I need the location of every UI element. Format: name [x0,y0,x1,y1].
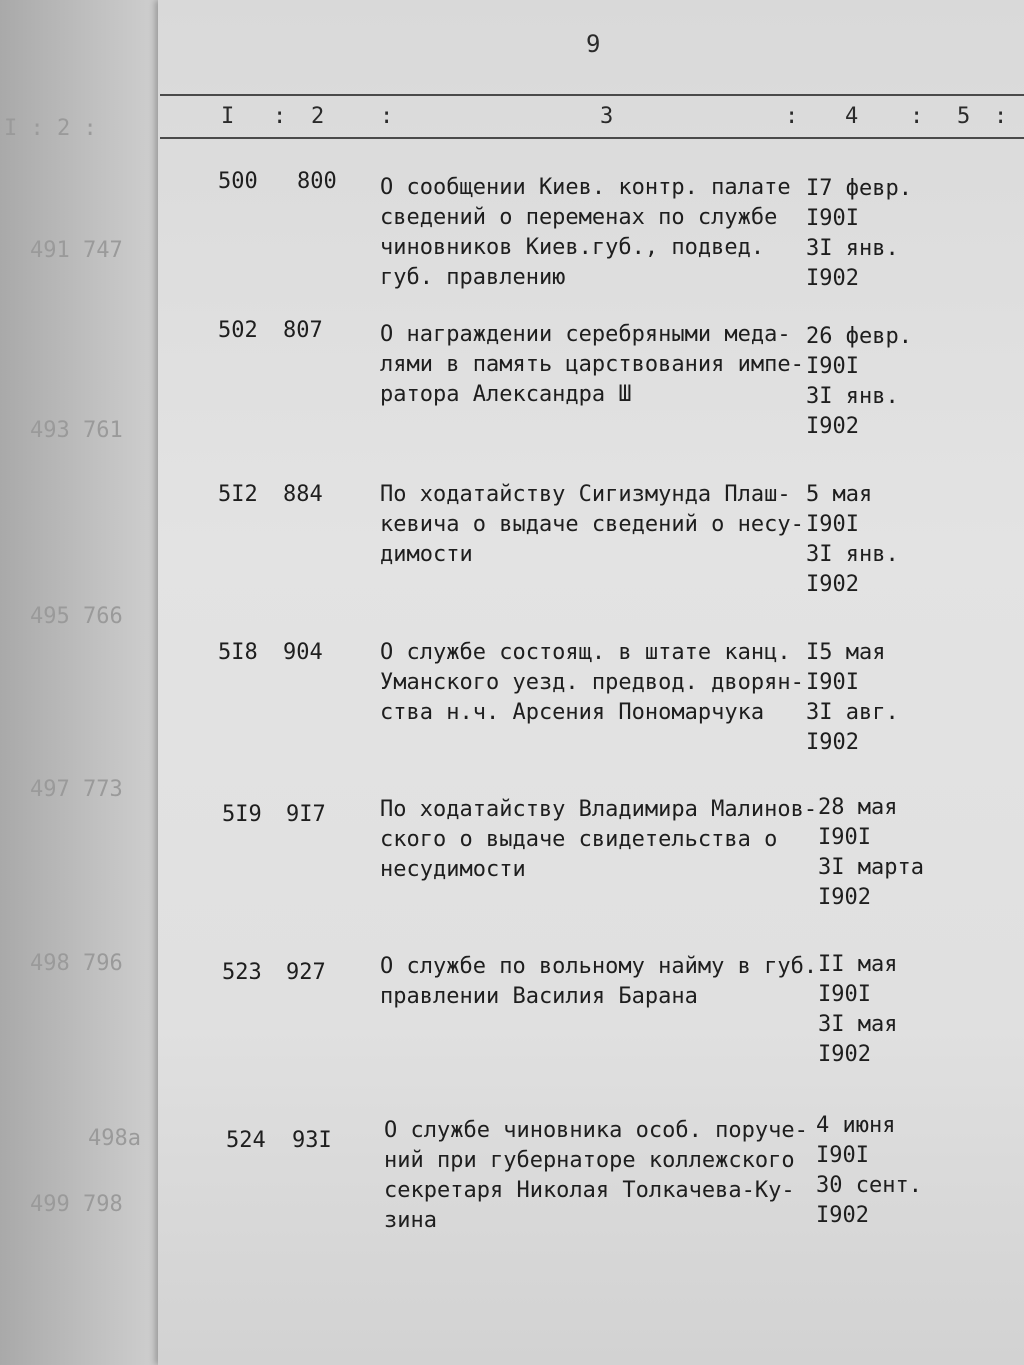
entry-date-line: I90I [806,354,859,379]
entry-reference: 9I7 [286,802,326,827]
header-separator: : [273,104,287,129]
header-rule-top [160,94,1024,96]
left-page-number: 495 766 [30,604,123,629]
header-col5: 5 [957,104,971,129]
left-page-number: 498a [88,1126,141,1151]
entry-number: 500 [218,169,258,194]
header-col2: 2 [311,104,325,129]
entry-text-line: зина [384,1208,437,1233]
header-separator: : [380,104,394,129]
entry-description [380,795,818,885]
entry-number: 523 [222,960,262,985]
entry-text-line: По ходатайству Владимира Малинов- [380,797,818,822]
entry-date-line: 28 мая [818,795,898,820]
entry-date-line: I902 [818,885,871,910]
entry-text-line: кевича о выдаче сведений о несу- [380,512,804,537]
entry-description [384,1116,809,1236]
entry-date-line: 3I марта [818,855,924,880]
entry-text-line: ского о выдаче свидетельства о [380,827,778,852]
entry-reference: 884 [283,482,323,507]
entry-date-line: I902 [806,414,859,439]
entry-text-line: По ходатайству Сигизмунда Плаш- [380,482,791,507]
left-page-number: 499 798 [30,1192,123,1217]
entry-date-line: I90I [818,825,871,850]
entry-description [380,320,805,410]
entry-date-line: I90I [818,982,871,1007]
entry-date-line: I902 [806,266,859,291]
entry-date-line: I5 мая [806,640,886,665]
entry-description [380,173,805,293]
entry-text-line: правлении Василия Барана [380,984,698,1009]
entry-number: 5I2 [218,482,258,507]
page-number: 9 [586,30,601,58]
entry-date-line: I90I [816,1143,869,1168]
entry-description [380,638,805,728]
entry-date-line: I902 [818,1042,871,1067]
left-page-number: 491 747 [30,238,123,263]
entry-date-line: 3I мая [818,1012,898,1037]
entry-date-line: I902 [806,572,859,597]
entry-text-line: ства н.ч. Арсения Пономарчука [380,700,765,725]
entry-date-line: I7 февр. [806,176,912,201]
entry-description [380,480,805,570]
entry-dates [818,793,938,913]
entry-dates [806,174,926,294]
entry-date-line: I902 [816,1203,869,1228]
entry-text-line: димости [380,542,473,567]
header-separator: : [910,104,924,129]
entry-number: 5I8 [218,640,258,665]
entry-date-line: 26 февр. [806,324,912,349]
entry-text-line: О награждении серебряными меда- [380,322,791,347]
entry-dates [818,950,938,1070]
entry-reference: 927 [286,960,326,985]
entry-text-line: сведений о переменах по службе [380,205,778,230]
entry-number: 5I9 [222,802,262,827]
entry-text-line: губ. правлению [380,265,566,290]
entry-dates [806,638,926,758]
entry-dates [816,1111,936,1231]
entry-text-line: ний при губернаторе коллежского [384,1148,795,1173]
left-page-number: 493 761 [30,418,123,443]
entry-date-line: 3I янв. [806,236,899,261]
header-col4: 4 [845,104,859,129]
entry-date-line: 3I янв. [806,542,899,567]
entry-number: 524 [226,1128,266,1153]
left-page-number: 497 773 [30,777,123,802]
header-separator: : [785,104,799,129]
header-rule-bottom [160,137,1024,139]
entry-date-line: 3I авг. [806,700,899,725]
entry-dates [806,480,926,600]
entry-text-line: О сообщении Киев. контр. палате [380,175,791,200]
entry-dates [806,322,926,442]
entry-date-line: 3I янв. [806,384,899,409]
left-page-number: 498 796 [30,951,123,976]
entry-date-line: 5 мая [806,482,873,507]
entry-text-line: чиновников Киев.губ., подвед. [380,235,765,260]
entry-text-line: несудимости [380,857,526,882]
entry-date-line: II мая [818,952,898,977]
entry-text-line: ратора Александра Ш [380,382,632,407]
entry-description [380,952,818,1012]
entry-text-line: секретаря Николая Толкачева-Ку- [384,1178,795,1203]
entry-date-line: I90I [806,670,859,695]
entry-reference: 807 [283,318,323,343]
entry-date-line: 30 сент. [816,1173,922,1198]
entry-reference: 904 [283,640,323,665]
entry-reference: 800 [297,169,337,194]
entry-text-line: О службе состоящ. в штате канц. [380,640,791,665]
entry-text-line: О службе чиновника особ. поруче- [384,1118,808,1143]
header-col3: 3 [600,104,614,129]
header-separator: : [994,104,1008,129]
entry-number: 502 [218,318,258,343]
entry-date-line: 4 июня [816,1113,896,1138]
header-col1: I [221,104,235,129]
entry-date-line: I902 [806,730,859,755]
left-page-header: I : 2 : [4,116,97,141]
entry-reference: 93I [292,1128,332,1153]
entry-text-line: Уманского уезд. предвод. дворян- [380,670,804,695]
entry-date-line: I90I [806,512,859,537]
entry-text-line: О службе по вольному найму в губ. [380,954,818,979]
left-page-edge [0,0,160,1365]
entry-date-line: I90I [806,206,859,231]
entry-text-line: лями в память царствования импе- [380,352,804,377]
